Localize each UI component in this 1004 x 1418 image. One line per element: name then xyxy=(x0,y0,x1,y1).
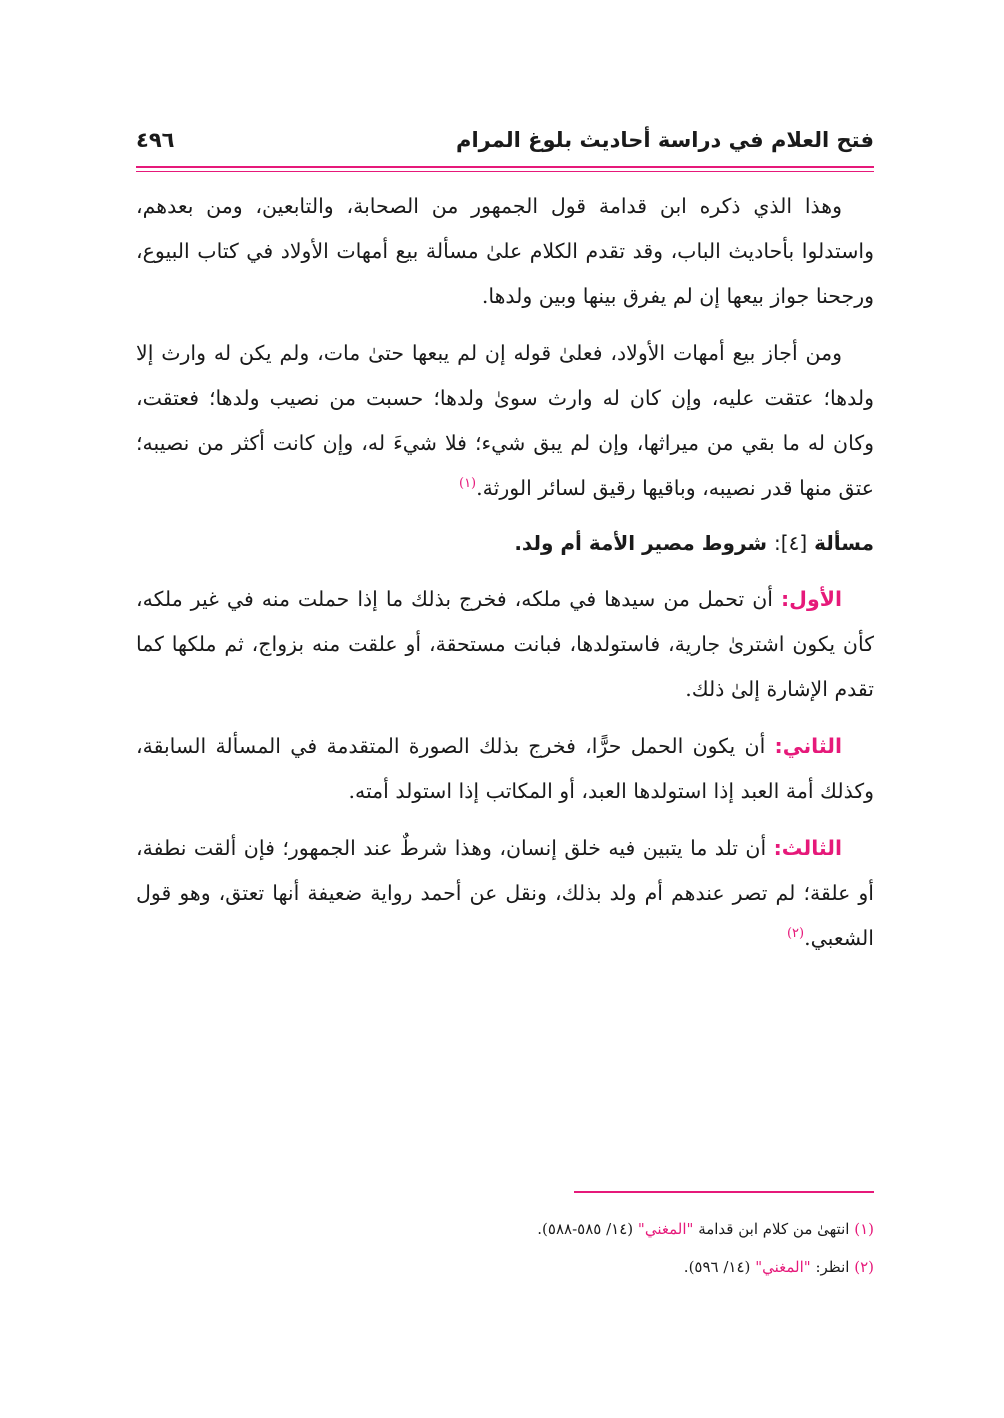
footnote-1-post: (١٤/ ٥٨٥-٥٨٨). xyxy=(537,1220,634,1238)
footnote-2-pre: انظر: xyxy=(815,1258,850,1276)
condition-2-text: أن يكون الحمل حرًّا، فخرج بذلك الصورة المتقدمة في المسألة السابقة، وكذلك أمة العبد إذا استولدها العبد، أو المكاتب إذا استولد أمته. xyxy=(136,734,874,803)
paragraph-1-text: وهذا الذي ذكره ابن قدامة قول الجمهور من الصحابة، والتابعين، ومن بعدهم، واستدلوا بأحاديث الباب، وقد تقدم الكلام علىٰ مسألة بيع أمهات الأولاد في كتاب البيوع، ورجحنا جواز بيعها إن لم يفرق بينها وبين ولدها. xyxy=(136,194,874,308)
section-heading xyxy=(136,523,874,563)
footnote-2-number: (٢) xyxy=(854,1258,874,1276)
footnote-1-pre: انتهىٰ من كلام ابن قدامة xyxy=(698,1220,850,1238)
header-rule-thin xyxy=(136,171,874,172)
footnote-1 xyxy=(136,1210,874,1248)
footnote-2 xyxy=(136,1248,874,1286)
running-header xyxy=(136,118,874,162)
footnote-1-source: "المغني" xyxy=(637,1220,694,1238)
section-label: مسألة xyxy=(814,531,874,555)
paragraph-2-text: ومن أجاز بيع أمهات الأولاد، فعلىٰ قوله إن لم يبعها حتىٰ مات، ولم يكن له وارث إلا ولدها؛ عتقت عليه، وإن كان له وارث سوىٰ ولدها؛ حسبت من نصيب ولدها؛ فعتقت، وكان له ما بقي من ميراثها، وإن لم يبق شيء؛ فلا شيءَ له، وإن كانت أكثر من نصيبه؛ عتق منها قدر نصيبه، وباقيها رقيق لسائر الورثة. xyxy=(136,341,874,500)
condition-3-lead: الثالث: xyxy=(773,836,842,860)
footnote-2-post: (١٤/ ٥٩٦). xyxy=(683,1258,751,1276)
book-page xyxy=(136,118,874,1338)
footnotes xyxy=(136,1210,874,1286)
section-title: شروط مصير الأمة أم ولد. xyxy=(514,531,768,555)
condition-1-text: أن تحمل من سيدها في ملكه، فخرج بذلك ما إذا حملت منه في غير ملكه، كأن يكون اشترىٰ جارية، فاستولدها، فبانت مستحقة، أو علقت منه بزواج، ثم ملكها كما تقدم الإشارة إلىٰ ذلك. xyxy=(136,587,874,701)
condition-1-lead: الأول: xyxy=(780,587,842,611)
condition-2 xyxy=(136,724,874,814)
section-number: [٤]: xyxy=(774,531,808,555)
book-title: فتح العلام في دراسة أحاديث بلوغ المرام xyxy=(456,128,874,152)
main-text xyxy=(136,184,874,961)
paragraph-1 xyxy=(136,184,874,319)
header-rule xyxy=(136,166,874,168)
condition-3-text: أن تلد ما يتبين فيه خلق إنسان، وهذا شرطٌ عند الجمهور؛ فإن ألقت نطفة، أو علقة؛ لم تصر عندهم أم ولد بذلك، ونقل عن أحمد رواية ضعيفة أنها تعتق، وهو قول الشعبي. xyxy=(136,836,874,950)
paragraph-2 xyxy=(136,331,874,511)
page-number: ٤٩٦ xyxy=(136,128,175,152)
footnote-separator xyxy=(574,1191,874,1193)
footnote-ref-2[interactable]: (٢) xyxy=(786,926,805,942)
footnote-1-number: (١) xyxy=(854,1220,874,1238)
condition-1 xyxy=(136,577,874,712)
footnote-2-source: "المغني" xyxy=(755,1258,811,1276)
footnote-ref-1[interactable]: (١) xyxy=(458,476,477,492)
condition-2-lead: الثاني: xyxy=(774,734,842,758)
condition-3 xyxy=(136,826,874,961)
